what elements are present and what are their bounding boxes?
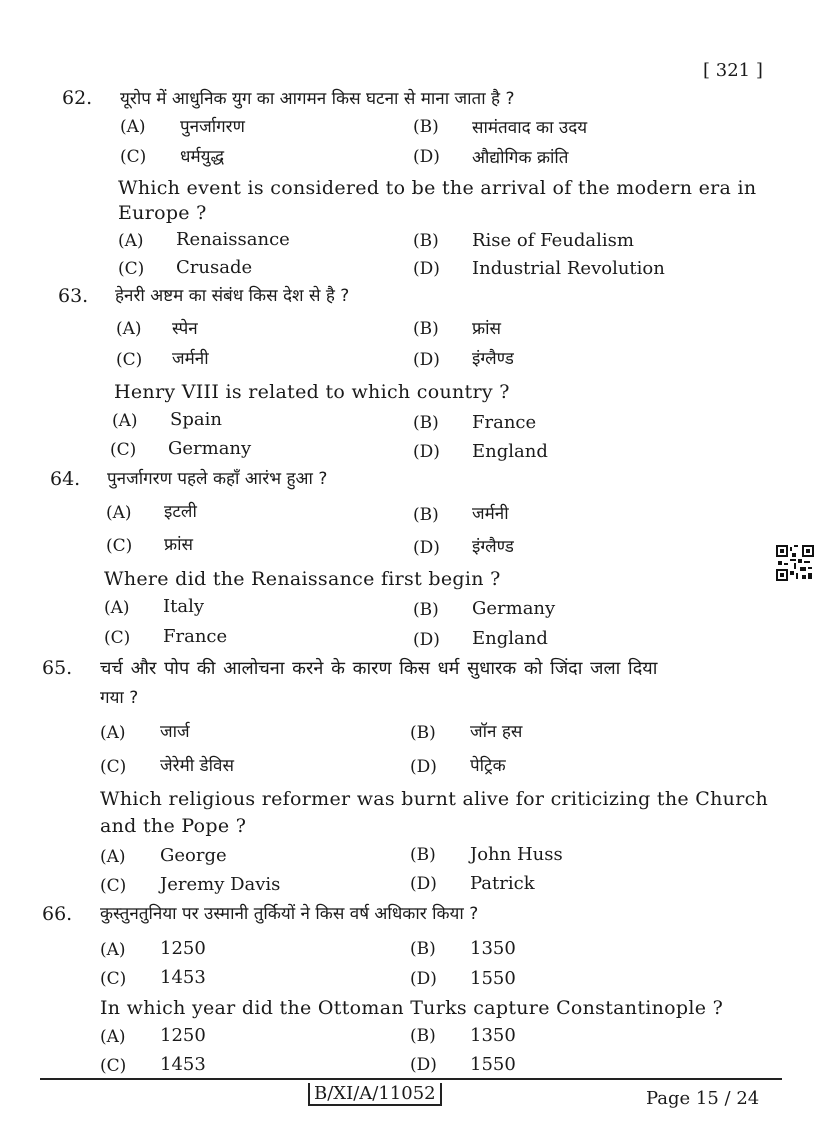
option-label: (A) bbox=[104, 598, 130, 618]
option-text: John Huss bbox=[470, 844, 563, 865]
paper-code: B/XI/A/11052 bbox=[308, 1083, 442, 1106]
option-text: जर्मनी bbox=[172, 349, 209, 369]
option-label: (D) bbox=[413, 630, 440, 650]
option-text: 1550 bbox=[470, 968, 516, 989]
option-text: पेट्रिक bbox=[470, 756, 506, 776]
option-label: (B) bbox=[413, 231, 439, 251]
option-label: (B) bbox=[410, 845, 436, 865]
option-text: France bbox=[472, 412, 537, 433]
question-english-cont: Europe ? bbox=[118, 202, 207, 224]
option-text: Germany bbox=[472, 598, 556, 619]
option-text: 1453 bbox=[160, 967, 206, 988]
option-text: Patrick bbox=[470, 873, 535, 894]
question-english: In which year did the Ottoman Turks capture Constantinople ? bbox=[100, 997, 724, 1019]
option-label: (B) bbox=[413, 505, 439, 525]
option-text: 1250 bbox=[160, 938, 206, 959]
option-text: 1550 bbox=[470, 1054, 516, 1075]
option-label: (A) bbox=[100, 723, 126, 743]
option-text: औद्योगिक क्रांति bbox=[472, 148, 569, 168]
option-text: 1453 bbox=[160, 1054, 206, 1075]
option-label: (A) bbox=[106, 503, 132, 523]
option-text: इंग्लैण्ड bbox=[472, 537, 514, 557]
option-text: Jeremy Davis bbox=[160, 874, 281, 895]
question-number: 65. bbox=[42, 657, 73, 679]
option-label: (C) bbox=[116, 350, 143, 370]
question-english: Which event is considered to be the arrival of the modern era in bbox=[118, 177, 757, 199]
option-label: (D) bbox=[413, 350, 440, 370]
option-text: Germany bbox=[168, 438, 252, 459]
option-text: 1350 bbox=[470, 938, 516, 959]
option-label: (B) bbox=[410, 1026, 436, 1046]
option-text: Renaissance bbox=[176, 229, 290, 250]
option-label: (C) bbox=[104, 628, 131, 648]
page-marker: [ 321 ] bbox=[703, 60, 763, 81]
option-text: जॉन हस bbox=[470, 722, 523, 742]
option-label: (D) bbox=[410, 969, 437, 989]
option-label: (D) bbox=[413, 147, 440, 167]
option-label: (C) bbox=[100, 1056, 127, 1076]
option-label: (C) bbox=[110, 440, 137, 460]
option-text: Rise of Feudalism bbox=[472, 230, 634, 251]
option-text: जर्मनी bbox=[472, 504, 509, 524]
option-text: स्पेन bbox=[172, 319, 198, 339]
question-hindi-cont: गया ? bbox=[100, 688, 139, 708]
question-english: Which religious reformer was burnt alive for criticizing the Church bbox=[100, 788, 769, 810]
option-text: England bbox=[472, 441, 548, 462]
option-label: (C) bbox=[100, 969, 127, 989]
option-label: (B) bbox=[413, 600, 439, 620]
option-label: (B) bbox=[413, 319, 439, 339]
option-text: फ्रांस bbox=[472, 319, 502, 339]
option-label: (A) bbox=[120, 117, 146, 137]
option-text: England bbox=[472, 628, 548, 649]
option-text: जार्ज bbox=[160, 722, 190, 742]
question-hindi: हेनरी अष्टम का संबंध किस देश से है ? bbox=[115, 286, 350, 306]
option-label: (B) bbox=[410, 939, 436, 959]
option-label: (D) bbox=[410, 874, 437, 894]
question-number: 66. bbox=[42, 903, 73, 925]
option-text: France bbox=[163, 626, 228, 647]
option-text: इंग्लैण्ड bbox=[472, 349, 514, 369]
option-label: (D) bbox=[413, 259, 440, 279]
page-number: Page 15 / 24 bbox=[646, 1088, 760, 1109]
option-label: (C) bbox=[100, 757, 127, 777]
option-text: पुनर्जागरण bbox=[180, 117, 245, 137]
option-label: (B) bbox=[410, 723, 436, 743]
option-label: (A) bbox=[100, 1027, 126, 1047]
option-text: धर्मयुद्ध bbox=[180, 147, 225, 167]
option-text: Spain bbox=[170, 409, 222, 430]
question-english: Henry VIII is related to which country ? bbox=[114, 381, 510, 403]
option-text: इटली bbox=[164, 502, 197, 522]
question-number: 64. bbox=[50, 468, 81, 490]
option-label: (D) bbox=[413, 538, 440, 558]
question-number: 62. bbox=[62, 87, 93, 109]
option-label: (A) bbox=[100, 940, 126, 960]
option-label: (C) bbox=[106, 536, 133, 556]
option-label: (D) bbox=[413, 442, 440, 462]
question-hindi: चर्च और पोप की आलोचना करने के कारण किस धर्म सुधारक को जिंदा जला दिया bbox=[100, 658, 658, 679]
option-label: (A) bbox=[100, 847, 126, 867]
footer-rule bbox=[40, 1078, 782, 1080]
question-hindi: कुस्तुनतुनिया पर उस्मानी तुर्कियों ने किस वर्ष अधिकार किया ? bbox=[100, 904, 479, 924]
option-label: (C) bbox=[120, 147, 147, 167]
option-label: (B) bbox=[413, 413, 439, 433]
question-hindi: यूरोप में आधुनिक युग का आगमन किस घटना से माना जाता है ? bbox=[120, 89, 515, 109]
option-text: सामंतवाद का उदय bbox=[472, 118, 588, 138]
option-label: (B) bbox=[413, 117, 439, 137]
option-label: (D) bbox=[410, 1055, 437, 1075]
question-hindi: पुनर्जागरण पहले कहाँ आरंभ हुआ ? bbox=[107, 469, 328, 489]
option-label: (A) bbox=[116, 319, 142, 339]
option-text: 1250 bbox=[160, 1025, 206, 1046]
option-label: (D) bbox=[410, 757, 437, 777]
option-label: (C) bbox=[100, 876, 127, 896]
option-text: Industrial Revolution bbox=[472, 258, 665, 279]
option-text: फ्रांस bbox=[164, 535, 194, 555]
option-text: 1350 bbox=[470, 1025, 516, 1046]
question-number: 63. bbox=[58, 285, 89, 307]
option-text: George bbox=[160, 845, 227, 866]
qr-code-icon bbox=[776, 545, 814, 581]
option-label: (C) bbox=[118, 259, 145, 279]
question-english: Where did the Renaissance first begin ? bbox=[104, 568, 501, 590]
option-text: जेरेमी डेविस bbox=[160, 756, 234, 776]
question-english-cont: and the Pope ? bbox=[100, 815, 247, 837]
option-text: Crusade bbox=[176, 257, 253, 278]
option-text: Italy bbox=[163, 596, 205, 617]
option-label: (A) bbox=[118, 231, 144, 251]
option-label: (A) bbox=[112, 411, 138, 431]
